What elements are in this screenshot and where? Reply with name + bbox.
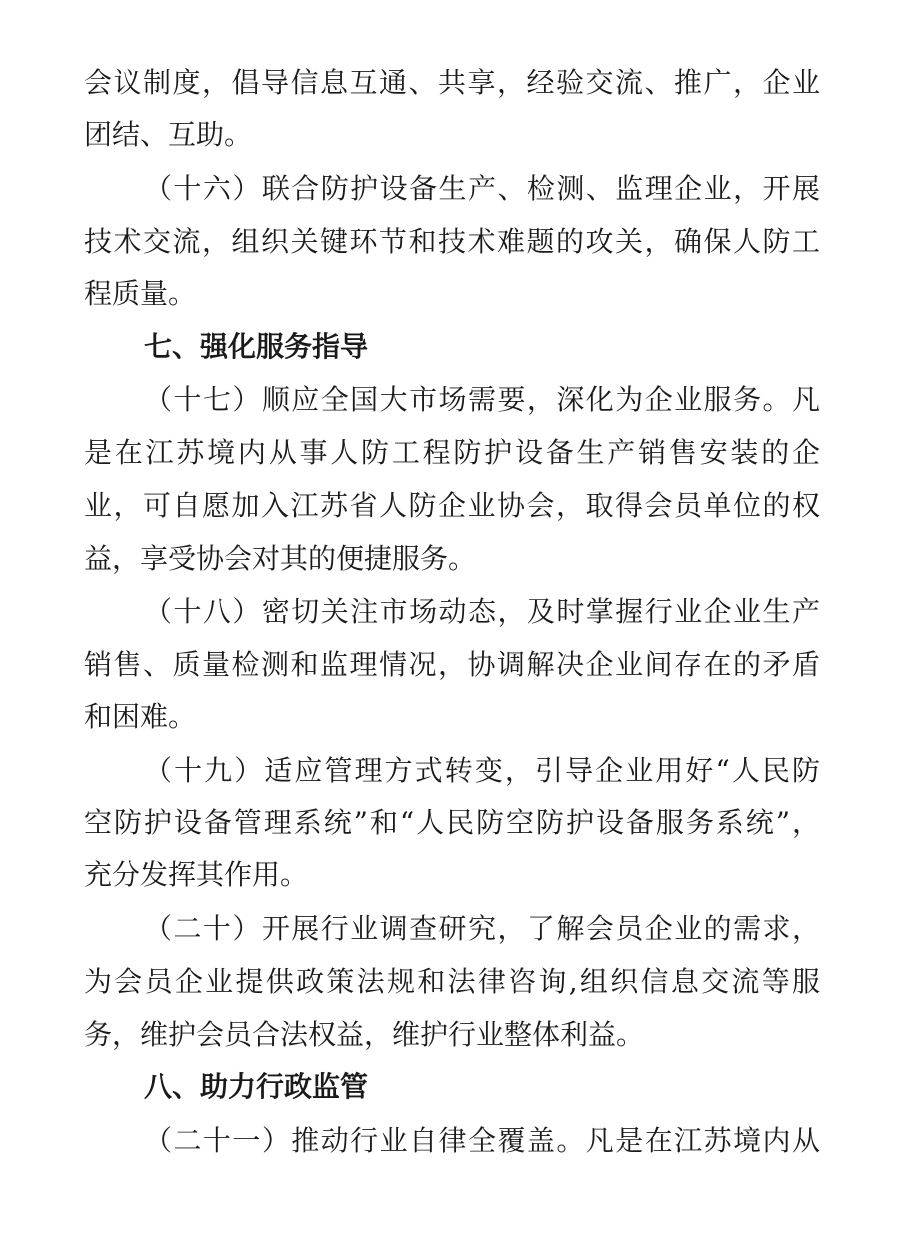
text-line: 和困难。	[84, 700, 197, 733]
text-line: 务，维护会员合法权益，维护行业整体利益。	[84, 1018, 645, 1051]
text-line: 技术交流，组织关键环节和技术难题的攻关，确保人防工	[84, 225, 820, 258]
text-line: （十八）密切关注市场动态，及时掌握行业企业生产	[144, 595, 820, 628]
text-line: 充分发挥其作用。	[84, 858, 309, 891]
text-line: 业，可自愿加入江苏省人防企业协会，取得会员单位的权	[84, 489, 820, 522]
text-line: （二十一）推动行业自律全覆盖。凡是在江苏境内从	[144, 1124, 820, 1157]
text-line: 是在江苏境内从事人防工程防护设备生产销售安装的企	[84, 436, 820, 469]
text-line: 团结、互助。	[84, 118, 253, 151]
section-heading: 八、助力行政监管	[144, 1070, 369, 1103]
text-line: （二十）开展行业调查研究，了解会员企业的需求，	[144, 912, 820, 945]
text-line: （十六）联合防护设备生产、检测、监理企业，开展	[144, 172, 820, 205]
text-line: 益，享受协会对其的便捷服务。	[84, 542, 477, 575]
text-line: 会议制度，倡导信息互通、共享，经验交流、推广，企业	[84, 66, 820, 99]
text-line: （十九）适应管理方式转变，引导企业用好“人民防	[144, 754, 820, 787]
section-heading: 七、强化服务指导	[144, 330, 369, 363]
text-line: 销售、质量检测和监理情况，协调解决企业间存在的矛盾	[84, 648, 820, 681]
text-line: （十七）顺应全国大市场需要，深化为企业服务。凡	[144, 383, 820, 416]
text-line: 为会员企业提供政策法规和法律咨询,组织信息交流等服	[84, 965, 820, 998]
text-line: 空防护设备管理系统”和“人民防空防护设备服务系统”，	[84, 806, 820, 839]
text-line: 程质量。	[84, 277, 197, 310]
